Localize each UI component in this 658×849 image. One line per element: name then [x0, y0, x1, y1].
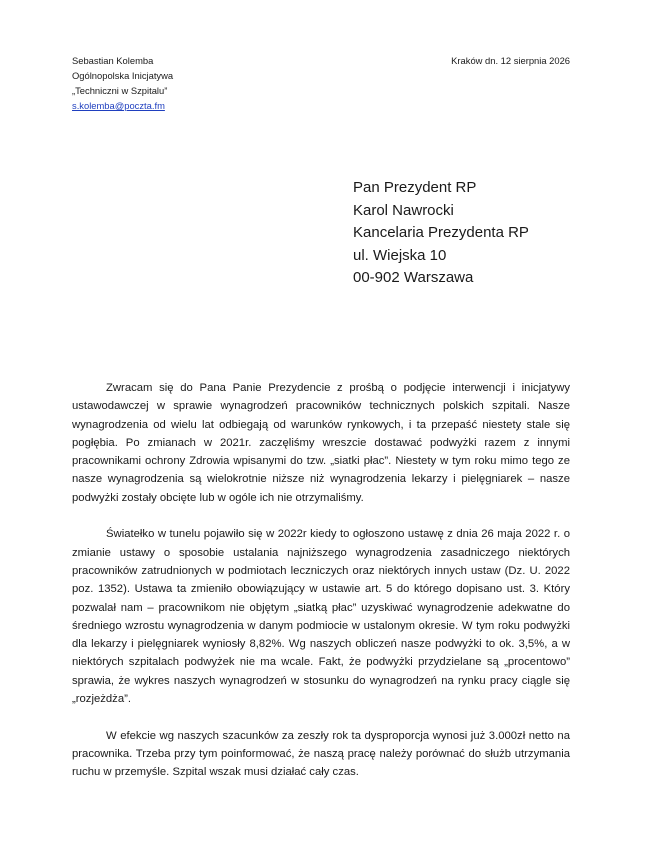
- sender-name: Sebastian Kolemba: [72, 55, 154, 66]
- sender-block: [72, 53, 173, 113]
- sender-org-line2: „Techniczni w Szpitalu”: [72, 85, 168, 96]
- body-paragraph-1: Zwracam się do Pana Panie Prezydencie z prośbą o podjęcie interwencji i inicjatywy ustawodawczej w sprawie wynagrodzeń pracowników technicznych polskich szpitali. Nasze wynagrodzenia od wielu lat odbiegają od warunków rynkowych, i ta przepaść niestety stale się pogłębia. Po zmianach w 2021r. zaczęliśmy wreszcie dostawać podwyżki razem z innymi pracownikami ochrony Zdrowia wpisanymi do tzw. „siatki płac”. Niestety w tym roku mimo tego ze nasze wynagrodzenia są wielokrotnie niższe niż wynagrodzenia lekarzy i pielęgniarek – nasze podwyżki zostały obcięte lub w ogóle ich nie otrzymaliśmy.: [72, 382, 570, 504]
- recipient-street: ul. Wiejska 10: [353, 246, 447, 264]
- body-paragraph-3: W efekcie wg naszych szacunków za zeszły rok ta dysproporcja wynosi już 3.000zł netto na pracownika. Trzeba przy tym poinformować, że naszą pracę należy porównać do służb utrzymania ruchu w przemyśle. Szpital wszak musi działać cały czas.: [72, 729, 570, 779]
- body-paragraph-2: Światełko w tunelu pojawiło się w 2022r kiedy to ogłoszono ustawę z dnia 26 maja 2022 r. o zmianie ustawy o sposobie ustalania najniższego wynagrodzenia zasadniczego niektórych pracowników zatrudnionych w podmiotach leczniczych oraz niektórych innych ustaw (Dz. U. 2022 poz. 1352). Ustawa ta zmieniło obowiązujący w ustawie art. 5 do którego dopisano ust. 3. Który pozwalał nam – pracownikom nie objętym „siatką płac” uzyskiwać wynagrodzenie adekwatne do średniego wzrostu wynagrodzenia w danym podmiocie w ustalonym okresie. W tym roku podwyżki dla lekarzy i pielęgniarek wyniosły 8,82%. Wg naszych obliczeń nasze podwyżki to ok. 3,5%, a w niektórych szpitalach podwyżek nie ma wcale. Fakt, że podwyżki przydzielane są „procentowo” sprawia, że wykres naszych wynagrodzeń w stosunku do wynagrodzeń na rynku pracy ciągle się „rozjeżdża”.: [72, 528, 570, 706]
- recipient-title: Pan Prezydent RP: [353, 179, 477, 196]
- letter-body: [72, 379, 570, 800]
- recipient-block: [353, 177, 529, 290]
- recipient-name: Karol Nawrocki: [353, 201, 454, 219]
- recipient-office: Kancelaria Prezydenta RP: [353, 224, 529, 241]
- sender-email-link[interactable]: s.kolemba@poczta.fm: [72, 100, 165, 111]
- letter-date: Kraków dn. 12 sierpnia 2026: [451, 55, 570, 66]
- recipient-city: 00-902 Warszawa: [353, 269, 474, 286]
- sender-org-line1: Ogólnopolska Inicjatywa: [72, 70, 174, 81]
